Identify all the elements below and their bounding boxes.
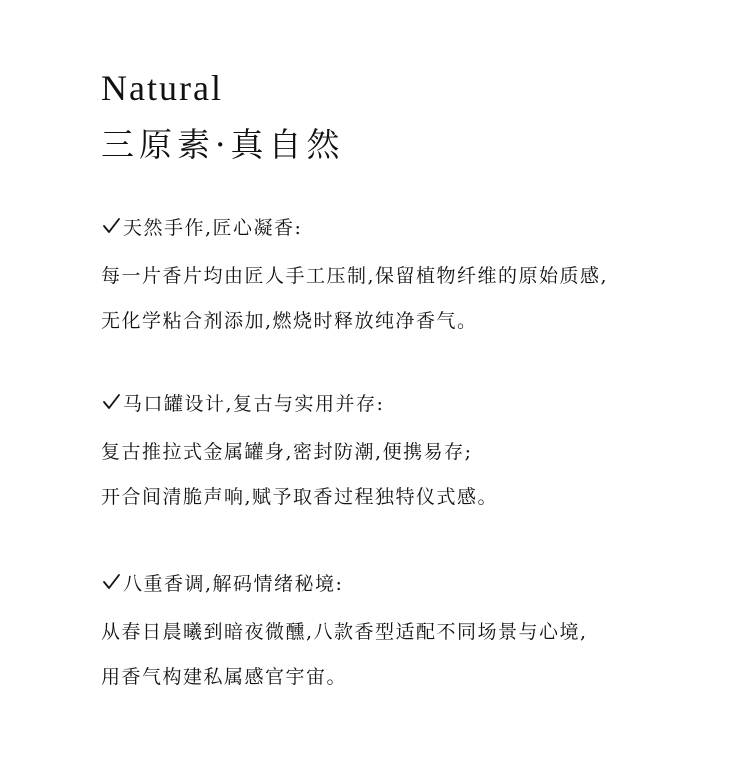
section-body-line: 用香气构建私属感官宇宙。 [101,666,348,688]
section-body-line: 每一片香片均由匠人手工压制,保留植物纤维的原始质感, [101,265,609,287]
check-icon [101,392,121,412]
page-title-english: Natural [101,68,223,108]
section-heading-text: 马口罐设计,复古与实用并存: [123,392,385,415]
section-body-line: 开合间清脆声响,赋予取香过程独特仪式感。 [101,486,499,508]
page-title-chinese: 三原素·真自然 [101,125,345,164]
section-heading [101,384,741,420]
check-icon [101,216,121,236]
feature-section-handmade [101,208,741,339]
section-body-line: 无化学粘合剂添加,燃烧时释放纯净香气。 [101,310,478,332]
check-icon [101,572,121,592]
section-heading [101,208,741,244]
section-body-line: 从春日晨曦到暗夜微醺,八款香型适配不同场景与心境, [101,621,588,643]
section-body-line: 复古推拉式金属罐身,密封防潮,便携易存; [101,441,473,463]
section-heading-text: 八重香调,解码情绪秘境: [123,572,344,595]
feature-section-tin-design [101,384,741,515]
section-heading-text: 天然手作,匠心凝香: [123,216,303,239]
feature-section-scents [101,564,741,695]
section-heading [101,564,741,600]
